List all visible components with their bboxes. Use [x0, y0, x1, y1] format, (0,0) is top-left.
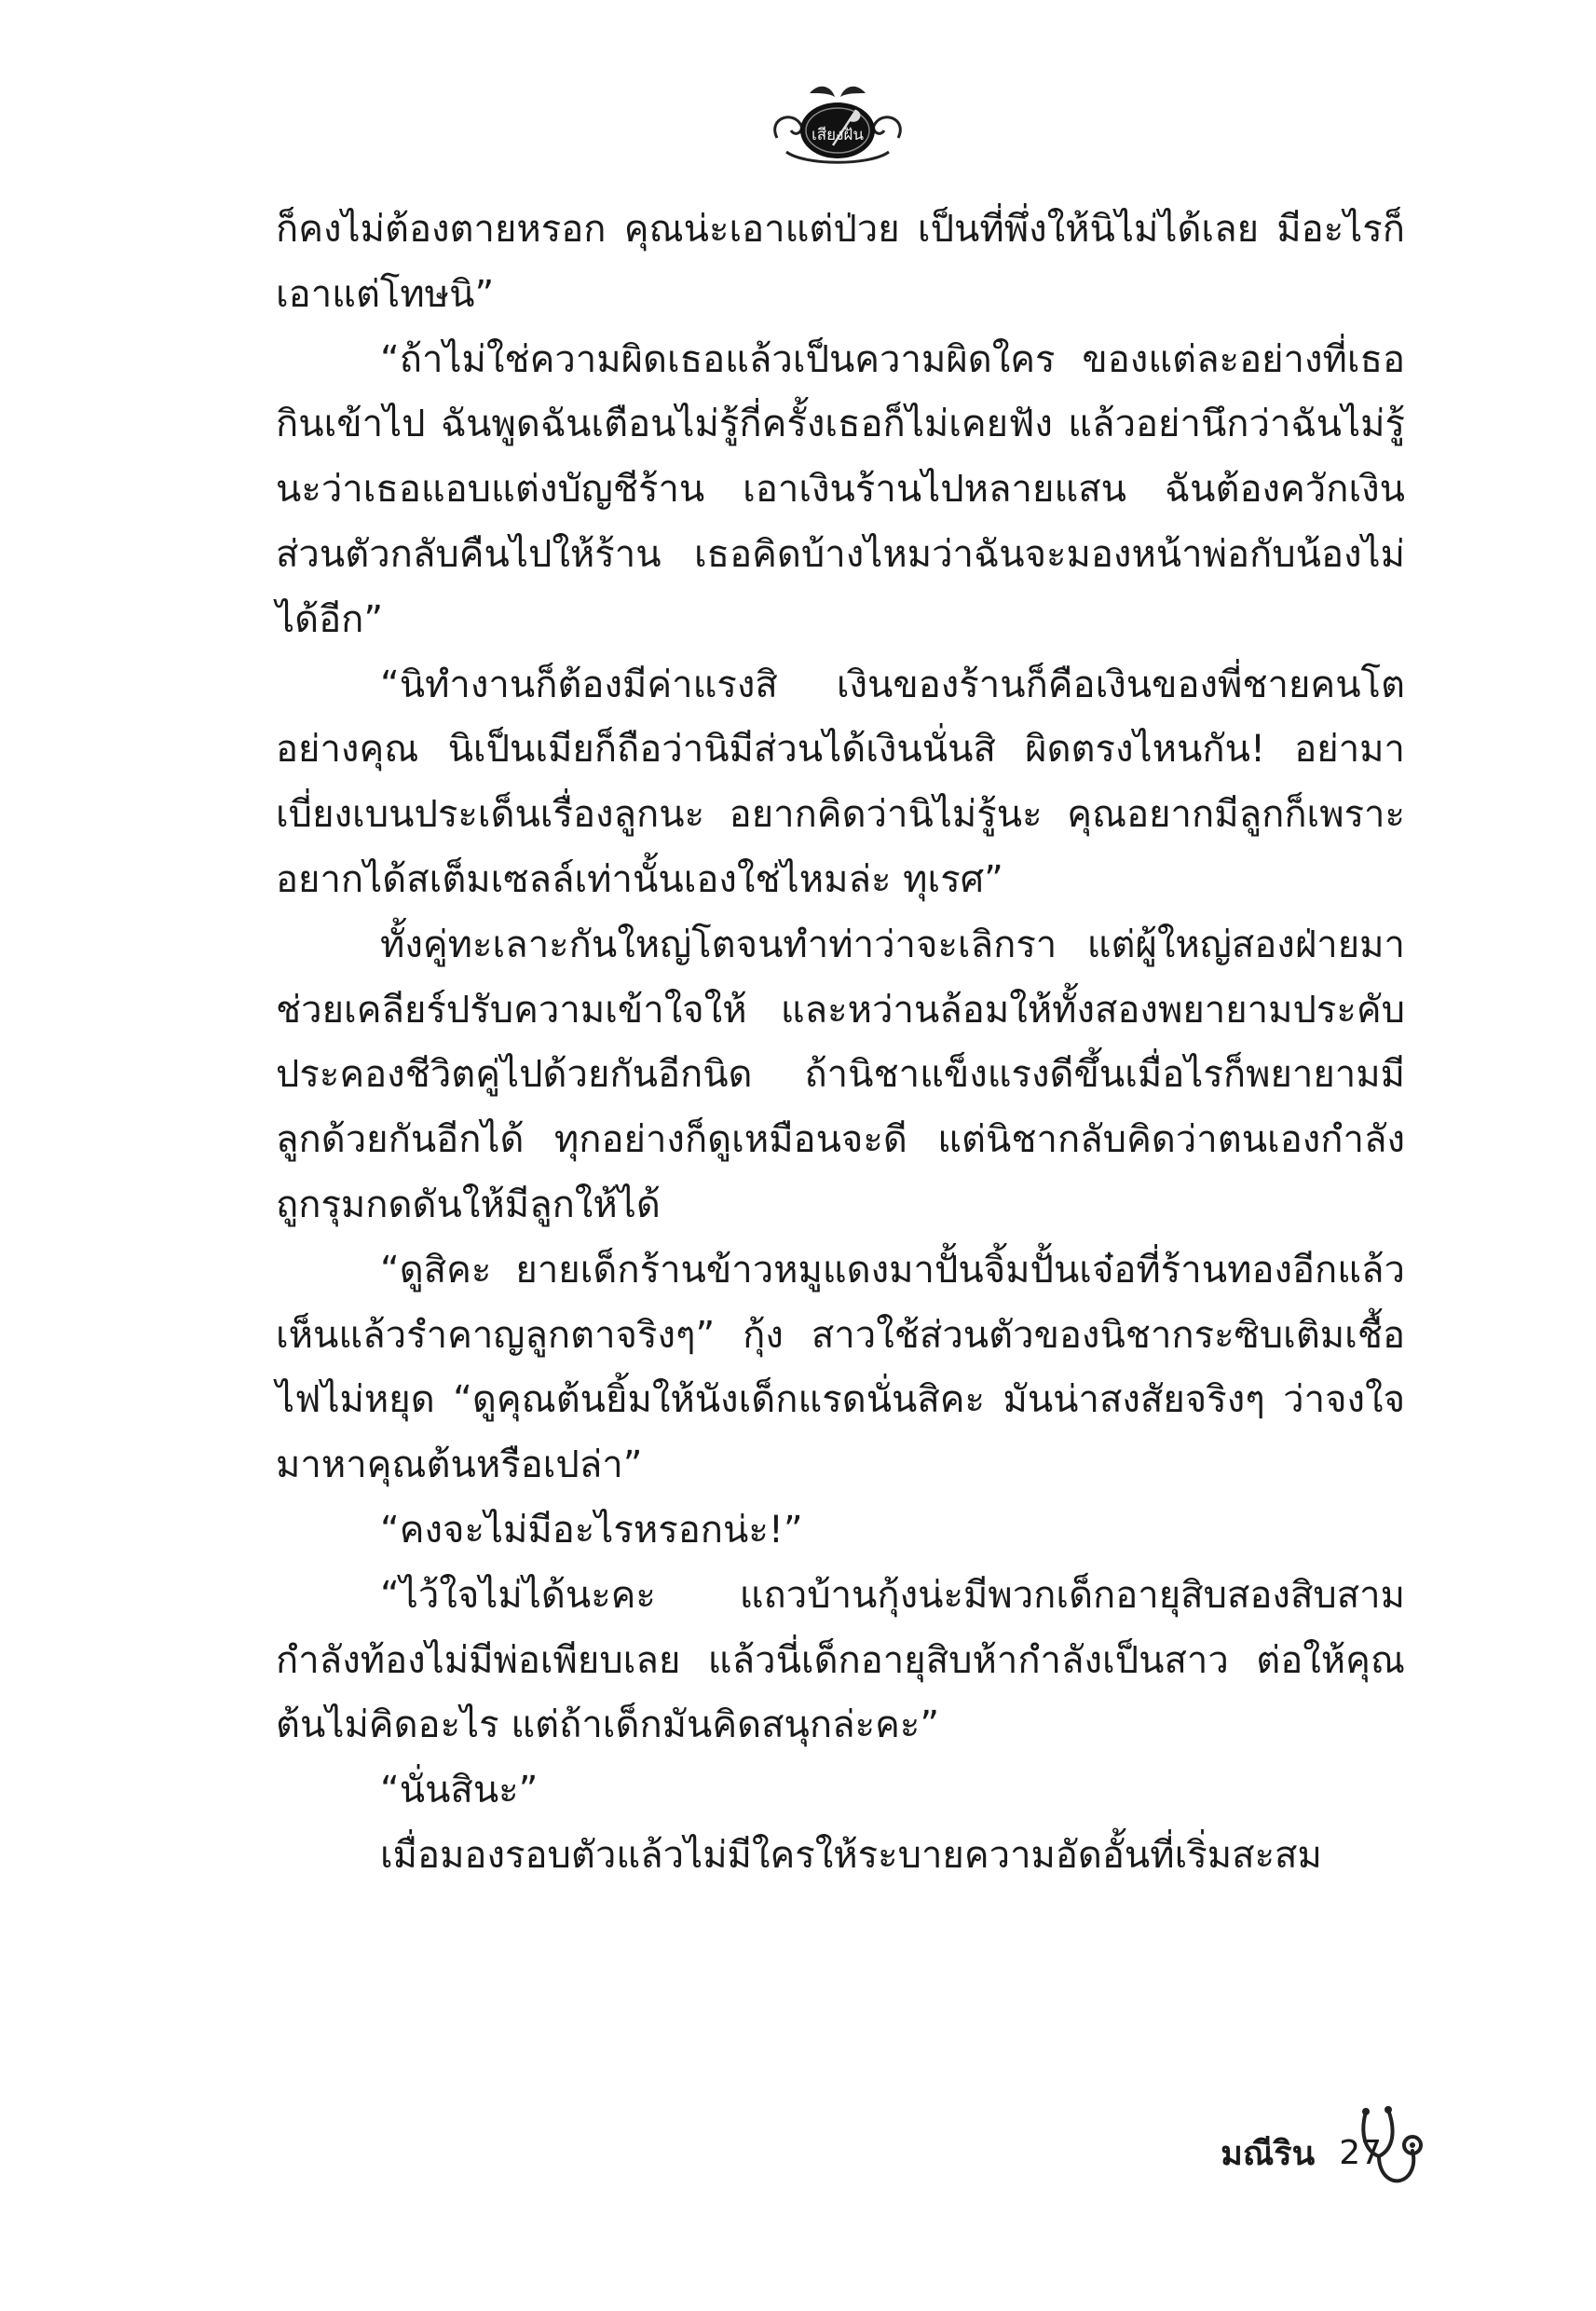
paragraph-2: “ถ้าไม่ใช่ความผิดเธอแล้วเป็นความผิดใคร ของแต่ละอย่างที่เธอกินเข้าไป ฉันพูดฉันเตือนไม่รู้กี่ครั้งเธอก็ไม่เคยฟัง แล้วอย่านึกว่าฉันไม่รู้นะว่าเธอแอบแต่งบัญชีร้าน เอาเงินร้านไปหลายแสน ฉันต้องควักเงินส่วนตัวกลับคืนไปให้ร้าน เธอคิดบ้างไหมว่าฉันจะมองหน้าพ่อกับน้องไม่ได้อีก” — [276, 337, 1405, 641]
stethoscope-icon — [1357, 2104, 1427, 2197]
paragraph-5: “ดูสิคะ ยายเด็กร้านข้าวหมูแดงมาปั้นจิ้มปั้นเจ๋อที่ร้านทองอีกแล้ว เห็นแล้วรำคาญลูกตาจริงๆ” กุ้ง สาวใช้ส่วนตัวของนิชากระซิบเติมเชื้อไฟไม่หยุด “ดูคุณต้นยิ้มให้นังเด็กแรดนั่นสิคะ มันน่าสงสัยจริงๆ ว่าจงใจมาหาคุณต้นหรือเปล่า” — [276, 1248, 1405, 1487]
paragraph-8: “นั่นสินะ” — [380, 1769, 539, 1812]
paragraph-1: ก็คงไม่ต้องตายหรอก คุณน่ะเอาแต่ป่วย เป็นที่พึ่งให้นิไม่ได้เลย มีอะไรก็เอาแต่โทษนิ” — [276, 208, 1405, 316]
paragraph-4: ทั้งคู่ทะเลาะกันใหญ่โตจนทำท่าว่าจะเลิกรา แต่ผู้ใหญ่สองฝ่ายมาช่วยเคลียร์ปรับความเข้าใจให้ และหว่านล้อมให้ทั้งสองพยายามประคับประคองชีวิตคู่ไปด้วยกันอีกนิด ถ้านิชาแข็งแรงดีขึ้นเมื่อไรก็พยายามมีลูกด้วยกันอีกได้ ทุกอย่างก็ดูเหมือนจะดี แต่นิชากลับคิดว่าตนเองกำลังถูกรุมกดดันให้มีลูกให้ได้ — [276, 923, 1405, 1226]
paragraph-7: “ไว้ใจไม่ได้นะคะ แถวบ้านกุ้งน่ะมีพวกเด็กอายุสิบสองสิบสามกำลังท้องไม่มีพ่อเพียบเลย แล้วนี่เด็กอายุสิบห้ากำลังเป็นสาว ต่อให้คุณต้นไม่คิดอะไร แต่ถ้าเด็กมันคิดสนุกล่ะคะ” — [276, 1573, 1405, 1747]
logo-text: เสียงฝัน — [811, 126, 865, 144]
page-body — [276, 198, 1405, 1889]
crest-logo-icon — [768, 73, 907, 177]
page-number: 27 — [1339, 2134, 1382, 2172]
paragraph-6: “คงจะไม่มีอะไรหรอกน่ะ!” — [380, 1508, 803, 1552]
paragraph-3: “นิทำงานก็ต้องมีค่าแรงสิ เงินของร้านก็คือเงินของพี่ชายคนโตอย่างคุณ นิเป็นเมียก็ถือว่านิมีส่วนได้เงินนั่นสิ ผิดตรงไหนกัน! อย่ามาเบี่ยงเบนประเด็นเรื่องลูกนะ อยากคิดว่านิไม่รู้นะ คุณอยากมีลูกก็เพราะอยากได้สเต็มเซลล์เท่านั้นเองใช่ไหมล่ะ ทุเรศ” — [276, 663, 1405, 901]
paragraph-9: เมื่อมองรอบตัวแล้วไม่มีใครให้ระบายความอัดอั้นที่เริ่มสะสม — [380, 1833, 1322, 1877]
author-name: มณีริน — [1221, 2135, 1316, 2173]
